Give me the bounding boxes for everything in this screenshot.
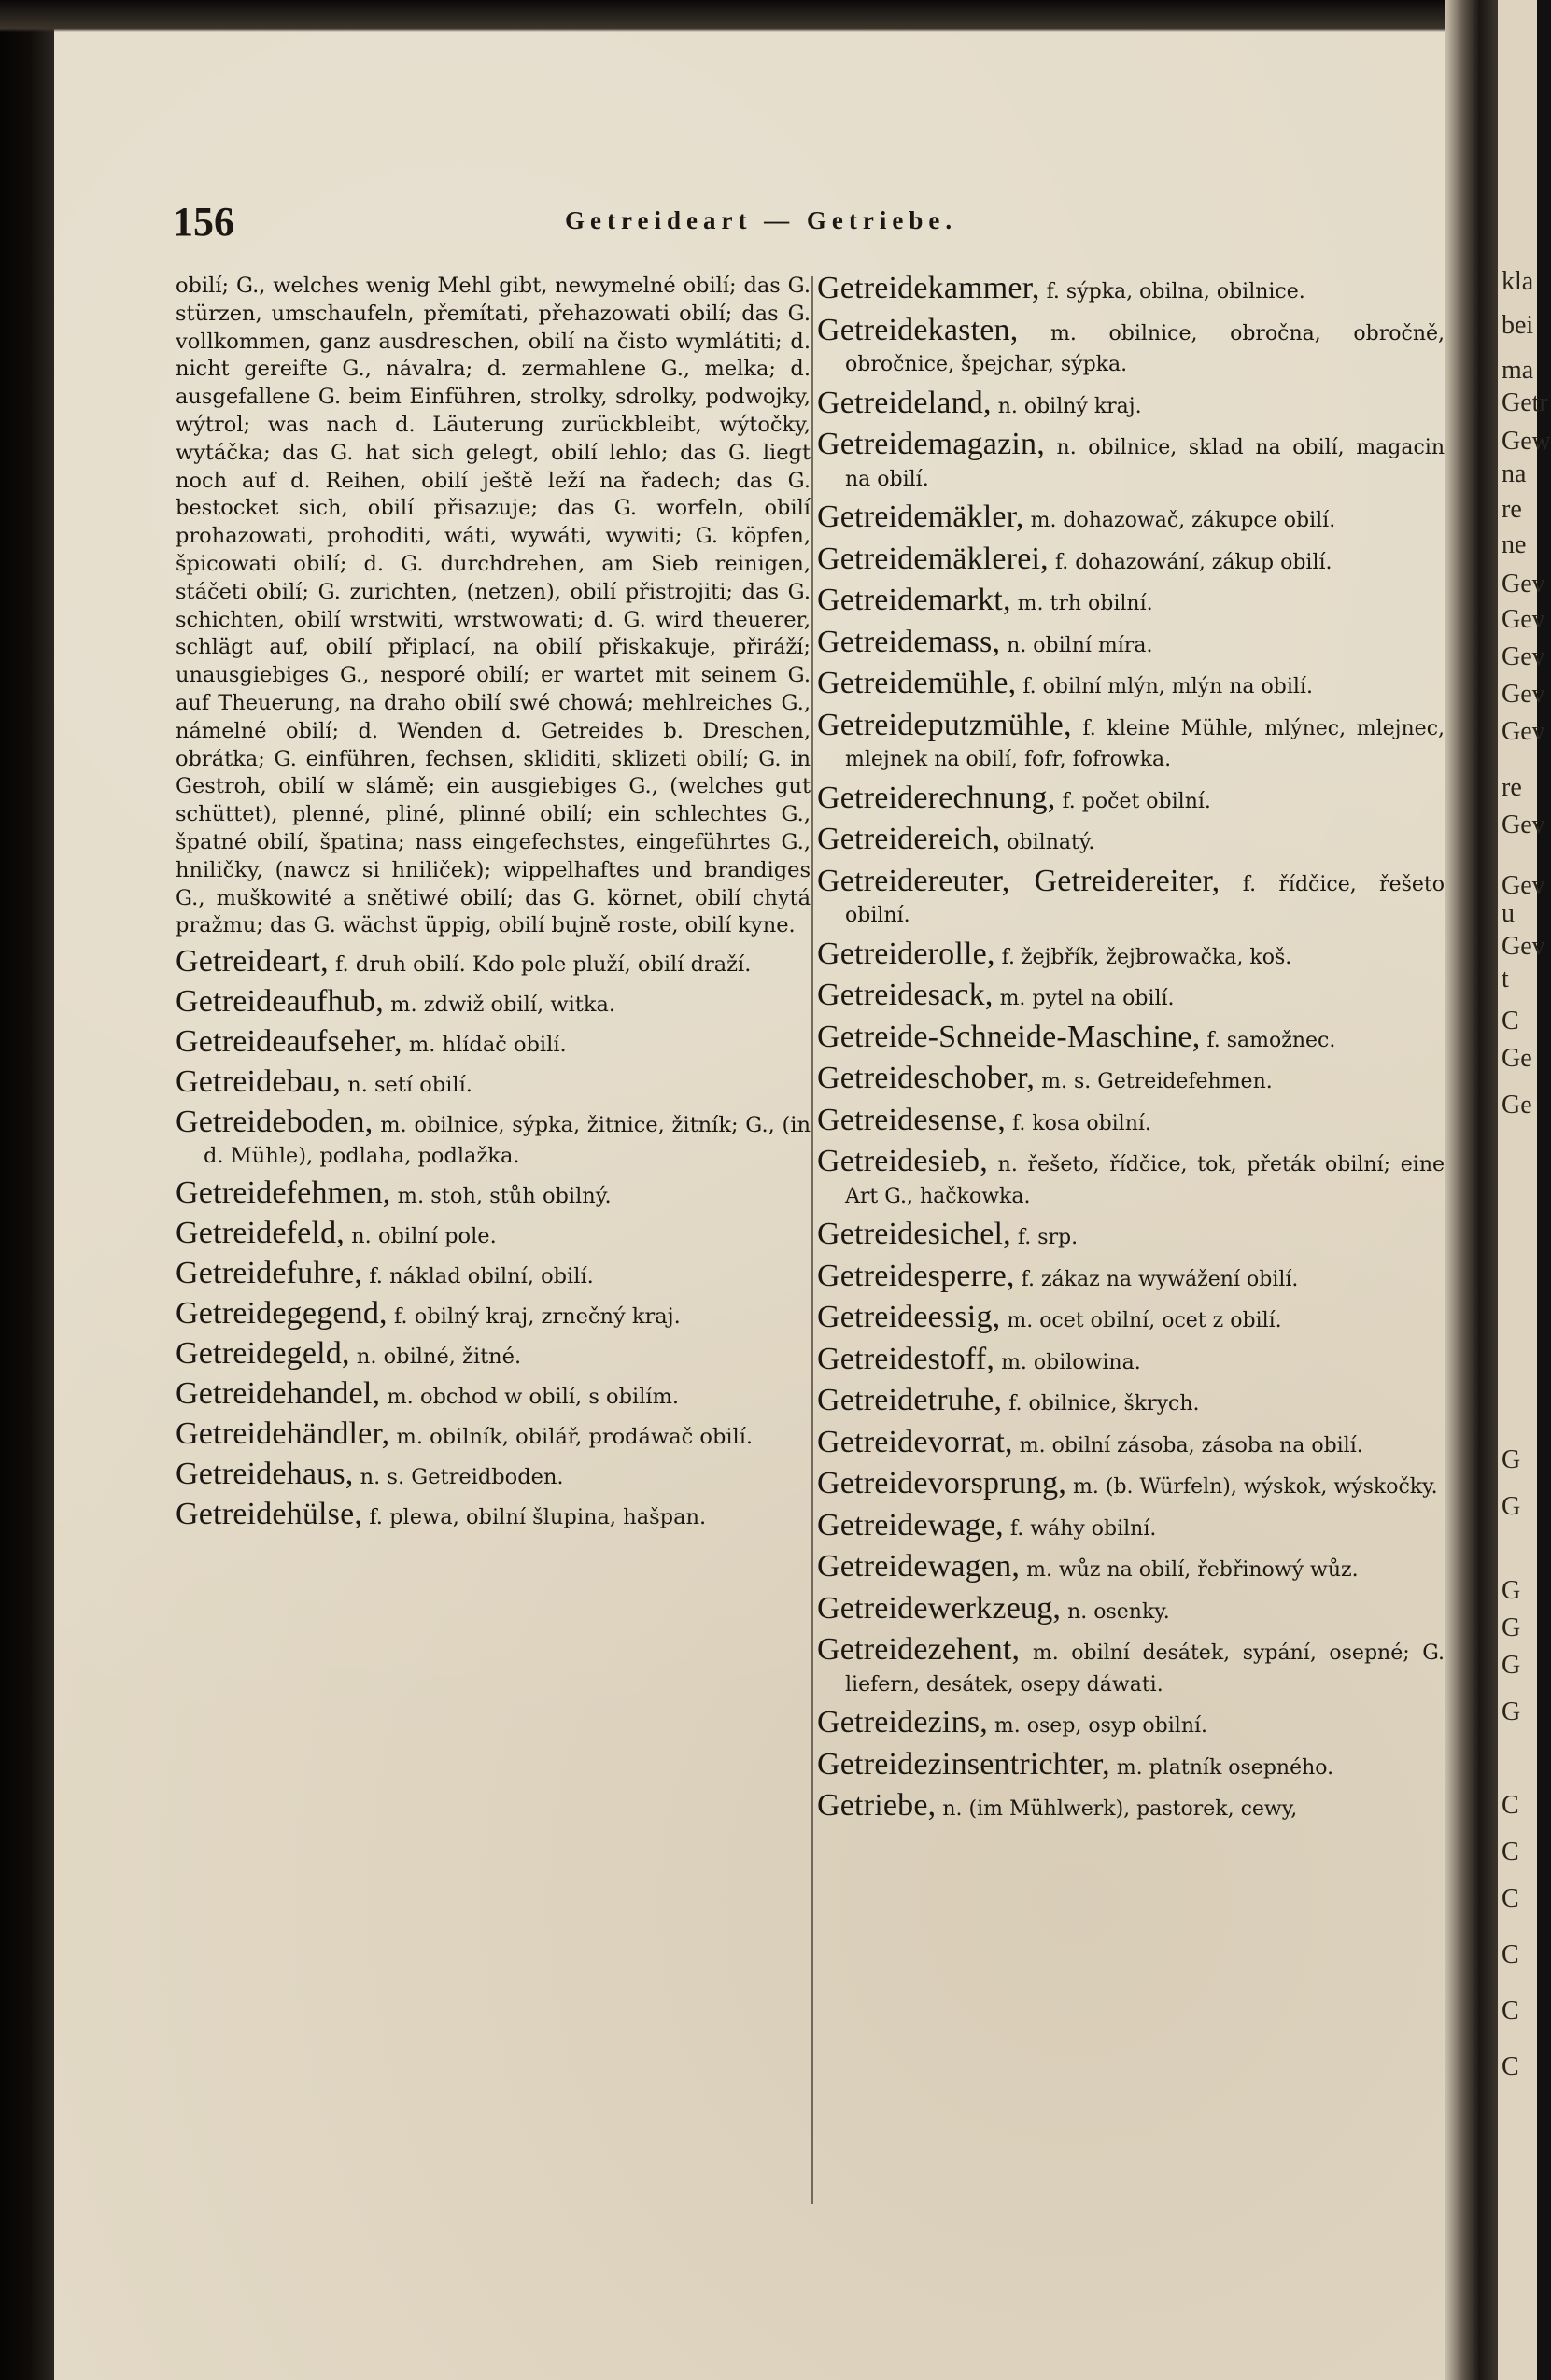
next-page-fragment: re bbox=[1502, 773, 1522, 802]
next-page-fragment: u bbox=[1502, 899, 1515, 928]
entry-definition: f. počet obilní. bbox=[1062, 789, 1211, 813]
entry-headword: Getreidezins, bbox=[817, 1705, 988, 1739]
dictionary-entry bbox=[176, 1066, 811, 1101]
dictionary-entry bbox=[176, 1418, 811, 1453]
next-page-fragment: Gev bbox=[1502, 932, 1545, 961]
next-page-fragment: kla bbox=[1502, 267, 1534, 296]
page-edge-top bbox=[0, 0, 1537, 32]
entry-headword: Getreidestoff, bbox=[817, 1341, 995, 1376]
next-page-fragment: Gev bbox=[1502, 810, 1545, 839]
entry-definition: m. obilowina. bbox=[1001, 1350, 1141, 1374]
entry-definition: m. stoh, stůh obilný. bbox=[397, 1184, 612, 1209]
next-page-fragment: C bbox=[1502, 1838, 1519, 1866]
dictionary-entry bbox=[817, 1302, 1445, 1337]
entry-headword: Getreideaufhub, bbox=[176, 984, 384, 1020]
dictionary-entry bbox=[176, 1106, 811, 1172]
dictionary-entry bbox=[817, 312, 1445, 381]
entry-definition: m. dohazowač, zákupce obilí. bbox=[1030, 509, 1336, 532]
next-page-fragment: C bbox=[1502, 1791, 1519, 1820]
next-page-fragment: Ge bbox=[1502, 1091, 1532, 1120]
entry-headword: Getreidewage, bbox=[817, 1507, 1004, 1542]
dictionary-entry bbox=[817, 1707, 1445, 1742]
next-page-fragment: bei bbox=[1502, 311, 1534, 340]
entry-definition: f. wáhy obilní. bbox=[1009, 1516, 1157, 1541]
dictionary-entry bbox=[817, 273, 1445, 308]
entry-definition: n. obilné, žitné. bbox=[356, 1345, 522, 1370]
entry-definition: m. zdwiž obilí, witka. bbox=[390, 993, 616, 1018]
dictionary-entry bbox=[176, 1218, 811, 1252]
running-head: Getreideart — Getriebe. bbox=[565, 206, 958, 234]
entry-definition: n. řešeto, řídčice, tok, přeták obilní; eine Art G., hačkowka. bbox=[845, 1153, 1445, 1208]
entry-definition: f. obilný kraj, zrnečný kraj. bbox=[393, 1304, 681, 1330]
entry-headword: Getreidebau, bbox=[176, 1064, 342, 1100]
next-page-fragment: G bbox=[1502, 1697, 1521, 1726]
running-header bbox=[173, 198, 1041, 254]
entry-definition: m. pytel na obilí. bbox=[999, 987, 1175, 1010]
next-page-fragment: Gev bbox=[1502, 642, 1545, 671]
entry-headword: Getreidezehent, bbox=[817, 1632, 1021, 1667]
dictionary-entry bbox=[817, 1790, 1445, 1825]
binding-edge-left bbox=[0, 0, 54, 2380]
entry-definition: m. platník osepného. bbox=[1116, 1755, 1334, 1780]
dictionary-entry bbox=[817, 1063, 1445, 1098]
column-divider bbox=[811, 276, 813, 2204]
next-page-fragment: Ge bbox=[1502, 1044, 1532, 1073]
dictionary-entry bbox=[817, 1102, 1445, 1140]
entry-headword: Getreidegegend, bbox=[176, 1296, 388, 1331]
dictionary-entry bbox=[176, 1177, 811, 1212]
entry-definition: f. plewa, obilní šlupina, hašpan. bbox=[369, 1505, 707, 1530]
dictionary-entry bbox=[817, 624, 1445, 662]
entry-headword: Getreidezinsentrichter, bbox=[817, 1746, 1110, 1781]
dictionary-entry bbox=[817, 1551, 1445, 1586]
entry-definition: m. (b. Würfeln), wýskok, wýskočky. bbox=[1073, 1475, 1438, 1499]
next-page-fragment: C bbox=[1502, 2052, 1519, 2081]
dictionary-entry bbox=[817, 1634, 1445, 1700]
next-page-fragment: t bbox=[1502, 965, 1509, 993]
dictionary-entry bbox=[817, 387, 1445, 423]
entry-definition: f. druh obilí. Kdo pole pluží, obilí draží. bbox=[334, 952, 752, 978]
entry-headword: Getreiderechnung, bbox=[817, 780, 1056, 815]
entry-definition: m. obilník, obilář, prodáwač obilí. bbox=[396, 1425, 754, 1450]
entry-headword: Getriebe, bbox=[817, 1788, 937, 1823]
entry-definition: n. obilní pole. bbox=[351, 1224, 497, 1249]
dictionary-entry bbox=[817, 782, 1445, 818]
next-page-fragment: C bbox=[1502, 1996, 1519, 2025]
entry-headword: Getreideputzmühle, bbox=[817, 707, 1072, 742]
dictionary-entry bbox=[817, 1385, 1445, 1420]
next-page-fragment: Gew bbox=[1502, 427, 1551, 456]
entry-definition: m. obilnice, obročna, obročně, obročnice, špejchar, sýpka. bbox=[845, 321, 1445, 376]
entry-definition: n. (im Mühlwerk), pastorek, cewy, bbox=[942, 1797, 1298, 1821]
entry-headword: Getreideboden, bbox=[176, 1105, 374, 1140]
entry-definition: n. obilný kraj. bbox=[997, 394, 1142, 418]
entry-headword: Getreidemühle, bbox=[817, 666, 1017, 700]
dictionary-entry bbox=[176, 986, 811, 1021]
dictionary-entry bbox=[176, 1338, 811, 1373]
left-column bbox=[176, 273, 811, 1539]
entry-headword: Getreidesieb, bbox=[817, 1144, 988, 1178]
entry-headword: Getreidesperre, bbox=[817, 1258, 1015, 1293]
entry-definition: f. srp. bbox=[1017, 1226, 1079, 1249]
entry-headword: Getreidehändler, bbox=[176, 1416, 390, 1452]
dictionary-entry bbox=[817, 1021, 1445, 1057]
dictionary-entry bbox=[176, 273, 811, 940]
entry-headword: Getreidereuter, Getreidereiter, bbox=[817, 863, 1220, 898]
entry-definition: f. žejbřík, žejbrowačka, koš. bbox=[1001, 945, 1292, 969]
entry-definition: f. řídčice, řešeto obilní. bbox=[845, 872, 1445, 927]
next-page-fragment: G bbox=[1502, 1576, 1521, 1605]
next-page-fragment: G bbox=[1502, 1651, 1521, 1680]
entry-definition: m. obilnice, sýpka, žitnice, žitník; G., (in d. Mühle), podlaha, podlažka. bbox=[204, 1113, 811, 1169]
entry-definition: n. s. Getreidboden. bbox=[360, 1465, 564, 1490]
entry-headword: Getreidevorrat, bbox=[817, 1424, 1013, 1459]
entry-definition: f. zákaz na wywážení obilí. bbox=[1021, 1267, 1299, 1291]
right-column bbox=[817, 273, 1445, 1832]
entry-definition: f. dohazowání, zákup obilí. bbox=[1054, 550, 1332, 574]
next-page-fragment: ma bbox=[1502, 356, 1534, 385]
dictionary-entry bbox=[817, 543, 1445, 579]
dictionary-entry bbox=[817, 1590, 1445, 1628]
next-page-fragment: G bbox=[1502, 1445, 1521, 1474]
next-page-fragment: na bbox=[1502, 459, 1527, 488]
next-page-fragment: Gev bbox=[1502, 605, 1545, 634]
next-page-fragment: Getr bbox=[1502, 388, 1548, 417]
next-page-fragment: Gev bbox=[1502, 680, 1545, 709]
next-page-fragment: G bbox=[1502, 1613, 1521, 1642]
next-page-fragment: Gev bbox=[1502, 871, 1545, 900]
entry-headword: Getreidefehmen, bbox=[176, 1176, 391, 1211]
dictionary-entry bbox=[817, 707, 1445, 776]
entry-headword: Getreidefuhre, bbox=[176, 1256, 363, 1291]
dictionary-entry bbox=[176, 1499, 811, 1533]
entry-headword: Getreidewagen, bbox=[817, 1549, 1021, 1584]
next-page-fragment: Gev bbox=[1502, 570, 1545, 599]
entry-definition: m. hlídač obilí. bbox=[408, 1033, 567, 1058]
dictionary-entry bbox=[817, 1146, 1445, 1212]
entry-definition: m. obilní zásoba, zásoba na obilí. bbox=[1019, 1433, 1363, 1458]
next-page-fragment: C bbox=[1502, 1007, 1519, 1035]
next-page-fragment: G bbox=[1502, 1492, 1521, 1521]
dictionary-entry bbox=[817, 1746, 1445, 1784]
entry-definition: n. osenky. bbox=[1067, 1599, 1170, 1624]
entry-headword: Getreidetruhe, bbox=[817, 1383, 1003, 1417]
entry-headword: Getreide-Schneide-Maschine, bbox=[817, 1019, 1201, 1054]
entry-headword: Getreidekammer, bbox=[817, 271, 1040, 305]
page-number: 156 bbox=[173, 199, 234, 245]
entry-headword: Getreidekasten, bbox=[817, 312, 1019, 347]
dictionary-entry bbox=[176, 1298, 811, 1332]
next-page-fragment: C bbox=[1502, 1940, 1519, 1969]
entry-definition: obilí; G., welches wenig Mehl gibt, newymelné obilí; das G. stürzen, umschaufeln, přemítati, přehazowati obilí; das G. vollkommen, ganz ausdreschen, obilí na čisto wymlátiti; d. nicht gereifte G., návalra; d. zermahlene G., melka; d. ausgefallene G. beim Einführen, strolky, sdrolky, podwojky, wýtrol; was nach d. Läuterung zurückbleibt, wýtočky, wytáčka; das G. hat sich gelegt, obilí lehlo; das G. liegt noch auf d. Reihen, obilí ještě leží na řadech; das G. bestocket sich, obilí přisazuje; das G. worfeln, obilí prohazowati, prohoditi, wáti, wywáti, wywiti; G. köpfen, špicowati obilí; d. G. durchdrehen, am Sieb reinigen, stáčeti obilí; G. zurichten, (netzen), obilí přistrojiti; das G. schichten, obilí wrstwiti, wrstwowati; d. G. wird theuerer, schlägt auf, obilí připlací, na obilí přiskakuje, přiráží; unausgiebiges G., nesporé obilí; er wartet mit seinem G. auf Theuerung, na draho obilí swé chowá; mehlreiches G., námelné obilí; d. Wenden d. Getreides b. Dreschen, obrátka; G. einführen, fechsen, skliditi, sklizeti obilí; G. in Gestroh, obilí w slámě; ein ausgiebiges G., (welches gut schüttet), plenné, pliné, plinné obilí; ein schlechtes G., špatné obilí, špatina; nass eingefechstes, eingeführtes G., hniličky, (nawcz si hniliček); wippelhaftes und brandiges G., muškowité a snětiwé obilí; das G. körnet, obilí chytá pražmu; das G. wächst üppig, obilí bujně roste, obilí kyne. bbox=[176, 274, 811, 938]
entry-definition: n. setí obilí. bbox=[347, 1073, 472, 1098]
entry-headword: Getreidemagazin, bbox=[817, 427, 1045, 461]
entry-headword: Getreideessig, bbox=[817, 1300, 1001, 1334]
entry-headword: Getreidegeld, bbox=[176, 1336, 350, 1372]
entry-definition: m. obchod w obilí, s obilím. bbox=[387, 1385, 680, 1410]
dictionary-entry bbox=[817, 1507, 1445, 1545]
entry-headword: Getreideart, bbox=[176, 944, 329, 979]
entry-headword: Getreidefeld, bbox=[176, 1216, 345, 1251]
entry-definition: f. obilnice, škrych. bbox=[1008, 1392, 1200, 1415]
dictionary-entry bbox=[817, 501, 1445, 537]
entry-headword: Getreidesichel, bbox=[817, 1217, 1011, 1251]
dictionary-entry bbox=[176, 1258, 811, 1292]
entry-headword: Getreidehaus, bbox=[176, 1457, 354, 1492]
entry-definition: n. obilní míra. bbox=[1007, 633, 1153, 657]
dictionary-entry bbox=[817, 863, 1445, 932]
entry-headword: Getreidevorsprung, bbox=[817, 1466, 1067, 1500]
dictionary-entry bbox=[817, 668, 1445, 703]
entry-definition: obilnatý. bbox=[1007, 831, 1095, 854]
entry-headword: Getreidesense, bbox=[817, 1102, 1006, 1137]
dictionary-entry bbox=[817, 824, 1445, 859]
entry-headword: Getreiderolle, bbox=[817, 936, 995, 971]
entry-definition: m. obilní desátek, sypání, osepné; G. liefern, desátek, osepy dáwati. bbox=[845, 1641, 1445, 1697]
entry-definition: f. obilní mlýn, mlýn na obilí. bbox=[1022, 675, 1313, 698]
entry-definition: m. s. Getreidefehmen. bbox=[1041, 1070, 1273, 1093]
entry-definition: m. ocet obilní, ocet z obilí. bbox=[1007, 1309, 1282, 1332]
next-page-fragment: C bbox=[1502, 1884, 1519, 1913]
entry-headword: Getreidesack, bbox=[817, 978, 994, 1012]
entry-definition: m. trh obilní. bbox=[1017, 592, 1153, 615]
entry-definition: f. náklad obilní, obilí. bbox=[369, 1264, 594, 1289]
next-page-fragment: re bbox=[1502, 495, 1522, 524]
entry-definition: n. obilnice, sklad na obilí, magacin na obilí. bbox=[845, 436, 1445, 491]
entry-headword: Getreidehülse, bbox=[176, 1497, 363, 1532]
entry-headword: Getreidereich, bbox=[817, 822, 1001, 856]
dictionary-entry bbox=[817, 1468, 1445, 1503]
entry-headword: Getreideland, bbox=[817, 385, 992, 420]
entry-headword: Getreideschober, bbox=[817, 1061, 1036, 1095]
next-page-fragment: ne bbox=[1502, 530, 1527, 559]
dictionary-entry bbox=[817, 979, 1445, 1015]
entry-definition: m. wůz na obilí, řebřinowý wůz. bbox=[1026, 1558, 1359, 1582]
next-page-edge bbox=[1498, 0, 1551, 2380]
dictionary-entry bbox=[817, 1260, 1445, 1296]
dictionary-entry bbox=[817, 938, 1445, 974]
dictionary-entry bbox=[176, 1026, 811, 1061]
dictionary-entry bbox=[176, 1378, 811, 1413]
dictionary-entry bbox=[817, 1218, 1445, 1254]
dictionary-entry bbox=[817, 584, 1445, 620]
next-page-fragment: Gev bbox=[1502, 717, 1545, 746]
dictionary-entry bbox=[817, 1341, 1445, 1379]
entry-headword: Getreidemäkler, bbox=[817, 500, 1024, 534]
entry-headword: Getreidemäklerei, bbox=[817, 541, 1049, 576]
dictionary-entry bbox=[817, 429, 1445, 495]
entry-headword: Getreidemass, bbox=[817, 624, 1001, 659]
entry-definition: f. kosa obilní. bbox=[1012, 1111, 1151, 1135]
entry-headword: Getreidemarkt, bbox=[817, 583, 1011, 617]
dictionary-entry bbox=[176, 946, 811, 980]
dictionary-entry bbox=[817, 1424, 1445, 1462]
entry-headword: Getreideaufseher, bbox=[176, 1024, 402, 1060]
entry-definition: m. osep, osyp obilní. bbox=[994, 1714, 1208, 1738]
entry-definition: f. samožnec. bbox=[1206, 1028, 1336, 1052]
dictionary-entry bbox=[176, 1458, 811, 1493]
entry-headword: Getreidewerkzeug, bbox=[817, 1590, 1062, 1626]
entry-headword: Getreidehandel, bbox=[176, 1376, 381, 1412]
entry-definition: f. kleine Mühle, mlýnec, mlejnec, mlejnek na obilí, fofr, fofrowka. bbox=[845, 716, 1445, 771]
book-gutter bbox=[1445, 0, 1498, 2380]
entry-definition: f. sýpka, obilna, obilnice. bbox=[1046, 280, 1305, 303]
